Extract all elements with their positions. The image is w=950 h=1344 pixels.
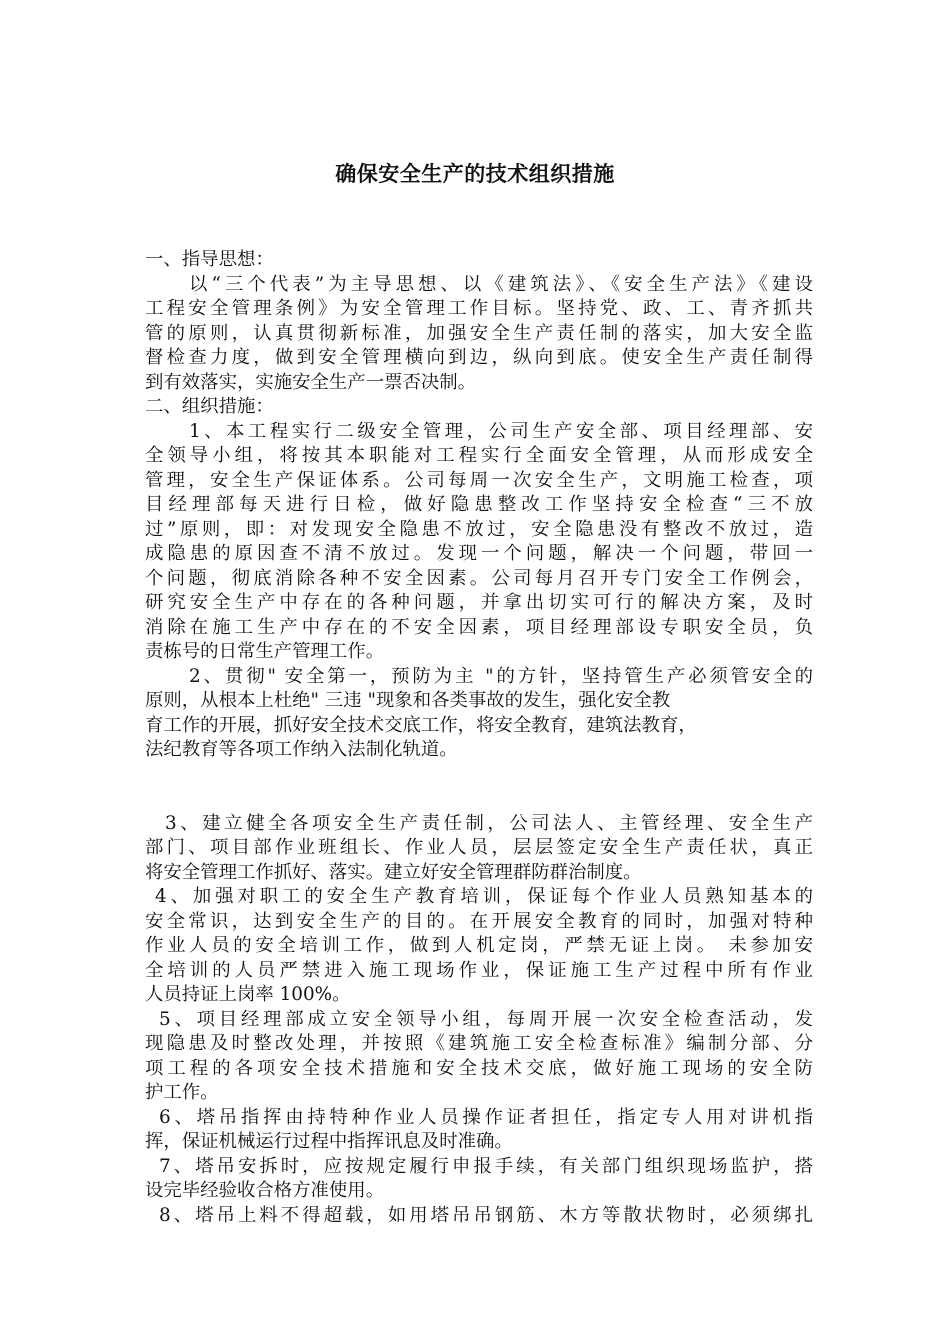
paragraph-line: 到有效落实，实施安全生产一票否决制。 [145, 371, 477, 393]
paragraph-line: 1、本工程实行二级安全管理，公司生产安全部、项目经理部、安 [189, 420, 813, 442]
paragraph-line: 研究安全生产中存在的各种问题，并拿出切实可行的解决方案，及时 [145, 592, 813, 613]
paragraph-line: 成隐患的原因查不清不放过。发现一个问题，解决一个问题，带回一 [145, 543, 813, 564]
paragraph-line: 作业人员的安全培训工作，做到人机定岗，严禁无证上岗。 未参加安 [145, 935, 813, 956]
paragraph-line: 过”原则，即：对发现安全隐患不放过，安全隐患没有整改不放过，造 [145, 518, 813, 540]
section-heading-guiding-ideology: 一、指导思想： [145, 249, 274, 270]
paragraph-line: 目经理部每天进行日检，做好隐患整改工作坚持安全检查“三不放 [145, 494, 813, 515]
paragraph-line: 责栋号的日常生产管理工作。 [145, 641, 385, 662]
paragraph-line: 将安全管理工作抓好、落实。建立好安全管理群防群治制度。 [145, 861, 642, 883]
section-heading-organizational-measures: 二、组织措施： [145, 396, 274, 417]
paragraph-line: 人员持证上岗率 100%。 [145, 984, 351, 1005]
blank-line [145, 763, 813, 812]
paragraph-line: 全领导小组，将按其本职能对工程实行全面安全管理，从而形成安全 [145, 445, 813, 466]
paragraph-line: 挥，保证机械运行过程中指挥讯息及时准确。 [145, 1131, 513, 1152]
paragraph-line: 安全常识，达到安全生产的目的。在开展安全教育的同时，加强对特种 [145, 910, 813, 932]
paragraph-line: 护工作。 [145, 1082, 219, 1103]
paragraph-line: 4、加强对职工的安全生产教育培训，保证每个作业人员熟知基本的 [155, 886, 813, 907]
paragraph-line: 管的原则，认真贯彻新标准，加强安全生产责任制的落实，加大安全监 [145, 322, 813, 344]
paragraph-line: 现隐患及时整改处理，并按照《建筑施工安全检查标准》编制分部、分 [145, 1033, 813, 1054]
paragraph-line: 管理，安全生产保证体系。公司每周一次安全生产，文明施工检查，项 [145, 469, 813, 491]
paragraph-line: 5、项目经理部成立安全领导小组，每周开展一次安全检查活动，发 [159, 1008, 813, 1030]
paragraph-line: 工程安全管理条例》为安全管理工作目标。坚持党、政、工、青齐抓共 [145, 298, 813, 319]
paragraph-line: 部门、项目部作业班组长、作业人员，层层签定安全生产责任状，真正 [145, 837, 813, 858]
document-body [145, 248, 813, 1228]
paragraph-line: 设完毕经验收合格方准使用。 [145, 1180, 385, 1201]
paragraph-line: 3、建立健全各项安全生产责任制，公司法人、主管经理、安全生产 [165, 812, 813, 834]
paragraph-line: 6、塔吊指挥由持特种作业人员操作证者担任，指定专人用对讲机指 [159, 1106, 813, 1128]
paragraph-line: 原则，从根本上杜绝" 三违 "现象和各类事故的发生，强化安全教 [145, 690, 671, 711]
paragraph-line: 8、塔吊上料不得超载，如用塔吊吊钢筋、木方等散状物时，必须绑扎 [159, 1204, 813, 1226]
paragraph-line: 以“三个代表”为主导思想、以《建筑法》、《安全生产法》《建设 [189, 273, 813, 295]
paragraph-line: 育工作的开展，抓好安全技术交底工作，将安全教育，建筑法教育， [145, 714, 697, 736]
paragraph-line: 法纪教育等各项工作纳入法制化轨道。 [145, 739, 458, 760]
paragraph-line: 7、塔吊安拆时，应按规定履行申报手续，有关部门组织现场监护，搭 [159, 1155, 813, 1177]
paragraph-line: 2、贯彻" 安全第一，预防为主 "的方针，坚持管生产必须管安全的 [189, 665, 813, 687]
document-title: 确保安全生产的技术组织措施 [335, 162, 615, 186]
paragraph-line: 个问题，彻底消除各种不安全因素。公司每月召开专门安全工作例会， [145, 567, 813, 589]
paragraph-line: 督检查力度，做到安全管理横向到边，纵向到底。使安全生产责任制得 [145, 347, 813, 368]
paragraph-line: 项工程的各项安全技术措施和安全技术交底，做好施工现场的安全防 [145, 1057, 813, 1079]
paragraph-line: 全培训的人员严禁进入施工现场作业，保证施工生产过程中所有作业 [145, 959, 813, 981]
paragraph-line: 消除在施工生产中存在的不安全因素，项目经理部设专职安全员，负 [145, 616, 813, 638]
